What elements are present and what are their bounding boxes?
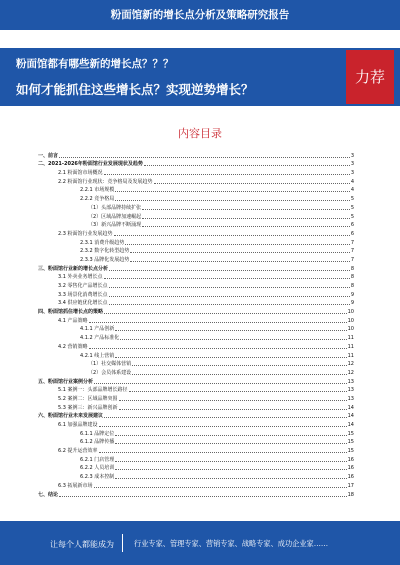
toc-leader-dots	[59, 496, 347, 497]
toc-page-number: 4	[350, 178, 354, 185]
toc-leader-dots	[104, 313, 347, 314]
toc-entry[interactable]	[38, 150, 354, 159]
toc-page-number: 5	[350, 213, 354, 220]
toc-leader-dots	[129, 391, 347, 392]
toc-page-number: 4	[350, 187, 354, 194]
toc-leader-dots	[115, 330, 346, 331]
toc-page-number: 5	[350, 196, 354, 203]
toc-entry-text: 5.1 案例一：头部品牌增长路径	[58, 387, 128, 394]
toc-page-number: 6	[350, 230, 354, 237]
toc-entry[interactable]	[38, 402, 354, 411]
toc-page-number: 15	[347, 448, 354, 455]
toc-page-number: 3	[350, 152, 354, 159]
toc-page-number: 14	[347, 404, 354, 411]
toc-entry[interactable]	[38, 445, 354, 454]
toc-leader-dots	[109, 296, 350, 297]
toc-page-number: 8	[350, 265, 354, 272]
toc-page-number: 15	[347, 430, 354, 437]
toc-entry[interactable]	[38, 489, 354, 498]
toc-leader-dots	[59, 157, 350, 158]
toc-leader-dots	[142, 209, 350, 210]
toc-leader-dots	[154, 183, 350, 184]
toc-page-number: 14	[347, 413, 354, 420]
toc-entry-text: 3.2 零售化产品增长点	[58, 283, 108, 289]
toc-entry-text: 七、结论	[38, 491, 59, 498]
toc-entry[interactable]	[38, 306, 354, 315]
toc-entry-text: 6.1.1 品牌定位	[80, 430, 115, 437]
toc-page-number: 3	[350, 161, 354, 168]
toc-entry[interactable]	[38, 332, 354, 341]
toc-entry-text: （1）头部品牌持续扩张	[88, 204, 142, 211]
footer-bar	[0, 521, 400, 565]
toc-leader-dots	[115, 200, 350, 201]
toc-entry[interactable]	[38, 480, 354, 489]
toc-entry[interactable]	[38, 454, 354, 463]
toc-entry[interactable]	[38, 463, 354, 472]
toc-entry[interactable]	[38, 341, 354, 350]
toc-entry[interactable]	[38, 471, 354, 480]
toc-leader-dots	[120, 339, 346, 340]
toc-entry-text: 六、粉面馆行业未来发展建议	[38, 413, 104, 420]
toc-entry-text: 6.1 加强品牌建设	[58, 422, 98, 428]
toc-entry[interactable]	[38, 359, 354, 368]
toc-leader-dots	[89, 322, 347, 323]
toc-leader-dots	[104, 417, 347, 418]
toc-page-number: 7	[350, 256, 354, 263]
toc-leader-dots	[142, 226, 350, 227]
toc-entry[interactable]	[38, 367, 354, 376]
toc-entry-text: 6.2 提升运营效率	[58, 448, 98, 455]
toc-entry[interactable]	[38, 159, 354, 168]
footer-slogan: 让每个人都能成为	[50, 540, 114, 549]
toc-page-number: 18	[347, 491, 354, 498]
toc-page-number: 11	[347, 343, 354, 350]
toc-page-number: 12	[347, 369, 354, 376]
toc-page-number: 8	[350, 274, 354, 281]
toc-entry[interactable]	[38, 254, 354, 263]
toc-page-number: 13	[347, 378, 354, 385]
toc-entry[interactable]	[38, 289, 354, 298]
toc-leader-dots	[109, 270, 350, 271]
toc-page-number: 16	[347, 474, 354, 481]
toc-page-number: 16	[347, 456, 354, 463]
toc-page-number: 13	[347, 395, 354, 402]
toc-page-number: 10	[347, 326, 354, 333]
toc-entry-text: 6.3 拓展新市场	[58, 482, 93, 489]
toc-leader-dots	[142, 218, 350, 219]
toc-leader-dots	[109, 304, 350, 305]
toc-page-number: 12	[347, 361, 354, 368]
toc-leader-dots	[144, 165, 350, 166]
table-of-contents	[38, 150, 354, 498]
toc-leader-dots	[99, 426, 347, 427]
toc-entry-text: 二、2021-2026年粉面馆行业发展现状及趋势	[38, 161, 143, 168]
toc-entry[interactable]	[38, 202, 354, 211]
toc-entry-text: 五、粉面馆行业案例分析	[38, 378, 94, 385]
toc-entry[interactable]	[38, 437, 354, 446]
toc-entry[interactable]	[38, 324, 354, 333]
toc-entry-text: 4.2.1 线上营销	[80, 352, 115, 359]
report-header-title: 粉面馆新的增长点分析及策略研究报告	[110, 9, 290, 21]
toc-page-number: 17	[347, 482, 354, 489]
toc-leader-dots	[99, 452, 347, 453]
toc-leader-dots	[115, 435, 346, 436]
toc-entry[interactable]	[38, 385, 354, 394]
toc-leader-dots	[130, 261, 350, 262]
banner-subquestion: 如何才能抓住这些增长点？实现逆势增长？	[16, 82, 254, 97]
toc-page-number: 6	[350, 222, 354, 229]
toc-entry-text: 2.3.2 数字化转型趋势	[80, 248, 130, 255]
toc-page-number: 8	[350, 283, 354, 289]
toc-leader-dots	[104, 174, 350, 175]
toc-entry[interactable]	[38, 393, 354, 402]
toc-page-number: 7	[350, 239, 354, 246]
report-header-bar	[0, 0, 400, 30]
toc-entry-text: 2.3.1 消费升级趋势	[80, 239, 125, 246]
toc-entry-text: 6.2.3 成本控制	[80, 474, 115, 481]
toc-page-number: 9	[350, 291, 354, 298]
toc-entry[interactable]	[38, 280, 354, 289]
toc-leader-dots	[104, 278, 350, 279]
toc-page-number: 10	[347, 309, 354, 316]
toc-leader-dots	[115, 443, 346, 444]
toc-entry-text: 5.3 案例三：新兴品牌创新	[58, 404, 118, 411]
toc-entry[interactable]	[38, 237, 354, 246]
toc-leader-dots	[115, 478, 346, 479]
toc-leader-dots	[132, 374, 346, 375]
toc-entry[interactable]	[38, 246, 354, 255]
toc-leader-dots	[115, 469, 346, 470]
toc-entry-text: 6.2.1 门店管理	[80, 456, 115, 463]
toc-entry-text: 4.2 营销策略	[58, 343, 88, 350]
toc-entry[interactable]	[38, 411, 354, 420]
toc-entry-text: 6.2.2 人员培训	[80, 465, 115, 472]
toc-page-number: 11	[347, 335, 354, 342]
toc-entry-text: 5.2 案例二：区域品牌突围	[58, 395, 118, 402]
toc-leader-dots	[119, 409, 347, 410]
toc-entry-text: 2.2 粉面馆行业现状：竞争格局及发展趋势	[58, 178, 153, 185]
toc-entry-text: 2.2.2 竞争格局	[80, 196, 115, 203]
toc-leader-dots	[115, 357, 346, 358]
toc-entry-text: 四、粉面馆抓住增长点的策略	[38, 309, 104, 316]
toc-page-number: 10	[347, 317, 354, 324]
toc-entry-text: 3.3 场景化消费增长点	[58, 291, 108, 298]
toc-entry[interactable]	[38, 228, 354, 237]
toc-entry[interactable]	[38, 350, 354, 359]
toc-page-number: 3	[350, 170, 354, 177]
toc-entry[interactable]	[38, 315, 354, 324]
toc-page-number: 14	[347, 422, 354, 428]
toc-entry[interactable]	[38, 220, 354, 229]
toc-entry[interactable]	[38, 263, 354, 272]
toc-leader-dots	[89, 348, 347, 349]
toc-entry[interactable]	[38, 419, 354, 428]
toc-page-number: 7	[350, 248, 354, 255]
toc-page-number: 5	[350, 204, 354, 211]
toc-entry[interactable]	[38, 211, 354, 220]
toc-page-number: 15	[347, 439, 354, 446]
banner-question: 粉面馆都有哪些新的增长点？？？	[16, 58, 174, 70]
toc-entry-text: 一、前言	[38, 152, 59, 159]
toc-entry-text: （2）会员体系建设	[88, 369, 132, 376]
toc-leader-dots	[114, 235, 350, 236]
toc-entry-text: 4.1 产品策略	[58, 317, 88, 324]
toc-leader-dots	[125, 244, 350, 245]
toc-page-number: 9	[350, 300, 354, 307]
toc-leader-dots	[94, 383, 347, 384]
toc-leader-dots	[115, 191, 350, 192]
title-banner	[0, 48, 400, 106]
toc-entry-text: 2.1 粉面馆市场概况	[58, 170, 103, 177]
toc-entry-text: 三、粉面馆行业新的增长点分析	[38, 265, 109, 272]
toc-entry[interactable]	[38, 298, 354, 307]
toc-entry-text: （1）社交媒体营销	[88, 361, 132, 368]
recommend-badge: 力荐	[346, 50, 394, 104]
toc-entry-text: （3）新兴品牌不断涌现	[88, 222, 142, 229]
toc-leader-dots	[119, 400, 347, 401]
toc-entry-text: 3.1 外卖业务增长点	[58, 274, 103, 281]
toc-entry-text: 4.1.1 产品创新	[80, 326, 115, 333]
toc-page-number: 16	[347, 465, 354, 472]
toc-heading: 内容目录	[178, 127, 222, 140]
toc-entry-text: 6.1.2 品牌传播	[80, 439, 115, 446]
toc-entry-text: （2）区域品牌加速崛起	[88, 213, 142, 220]
toc-entry[interactable]	[38, 376, 354, 385]
toc-entry[interactable]	[38, 193, 354, 202]
toc-entry-text: 3.4 供应链优化增长点	[58, 300, 108, 307]
toc-entry-text: 2.2.1 市场规模	[80, 187, 115, 194]
toc-entry-text: 2.3 粉面馆行业发展趋势	[58, 230, 113, 237]
toc-leader-dots	[132, 365, 346, 366]
toc-leader-dots	[109, 287, 350, 288]
toc-entry[interactable]	[38, 428, 354, 437]
toc-entry-text: 4.1.2 产品标准化	[80, 335, 120, 342]
footer-divider	[122, 534, 123, 552]
toc-entry[interactable]	[38, 185, 354, 194]
toc-page-number: 13	[347, 387, 354, 394]
toc-leader-dots	[115, 461, 346, 462]
toc-entry[interactable]	[38, 176, 354, 185]
toc-leader-dots	[130, 252, 350, 253]
toc-leader-dots	[94, 487, 347, 488]
footer-roles: 行业专家、管理专家、营销专家、战略专家、成功企业家……	[134, 539, 329, 548]
toc-entry[interactable]	[38, 272, 354, 281]
toc-page-number: 11	[347, 352, 354, 359]
toc-entry-text: 2.3.3 品牌化发展趋势	[80, 256, 130, 263]
toc-entry[interactable]	[38, 167, 354, 176]
